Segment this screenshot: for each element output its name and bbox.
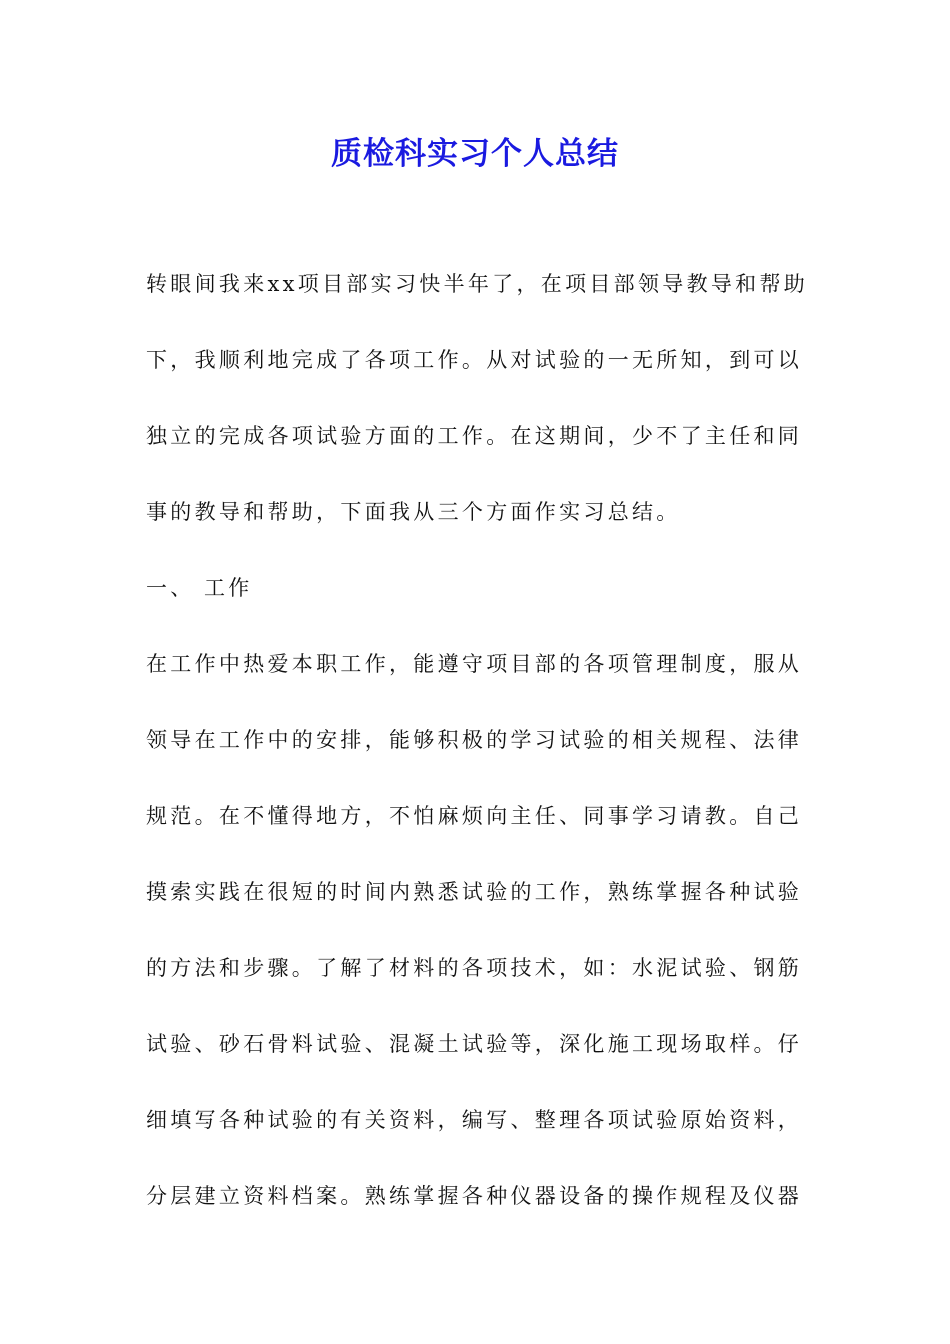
paragraph-line: 细填写各种试验的有关资料，编写、整理各项试验原始资料， (146, 1108, 803, 1132)
section-heading (146, 568, 806, 644)
section-number: 一、 (146, 576, 195, 600)
document-title: 质检科实习个人总结 (331, 136, 619, 172)
paragraph-line: 领导在工作中的安排，能够积极的学习试验的相关规程、法律 (146, 728, 803, 752)
paragraph-line: 独立的完成各项试验方面的工作。在这期间，少不了主任和同 (146, 424, 803, 448)
paragraph-line: 事的教导和帮助，下面我从三个方面作实习总结。 (146, 500, 681, 524)
paragraph-line: 规范。在不懂得地方，不怕麻烦向主任、同事学习请教。自己 (146, 804, 803, 828)
document-body (146, 264, 809, 1252)
paragraph-line: 下，我顺利地完成了各项工作。从对试验的一无所知，到可以 (146, 348, 803, 372)
section-title: 工作 (204, 576, 253, 600)
paragraph-line: 摸索实践在很短的时间内熟悉试验的工作，熟练掌握各种试验 (146, 880, 803, 904)
paragraph-line: 在工作中热爱本职工作，能遵守项目部的各项管理制度，服从 (146, 652, 803, 676)
paragraph-line: 分层建立资料档案。熟练掌握各种仪器设备的操作规程及仪器 (146, 1184, 803, 1208)
paragraph-line: 试验、砂石骨料试验、混凝土试验等，深化施工现场取样。仔 (146, 1032, 803, 1056)
paragraph-line: 转眼间我来xx项目部实习快半年了，在项目部领导教导和帮助 (146, 272, 809, 296)
paragraph-line: 的方法和步骤。了解了材料的各项技术，如：水泥试验、钢筋 (146, 956, 803, 980)
